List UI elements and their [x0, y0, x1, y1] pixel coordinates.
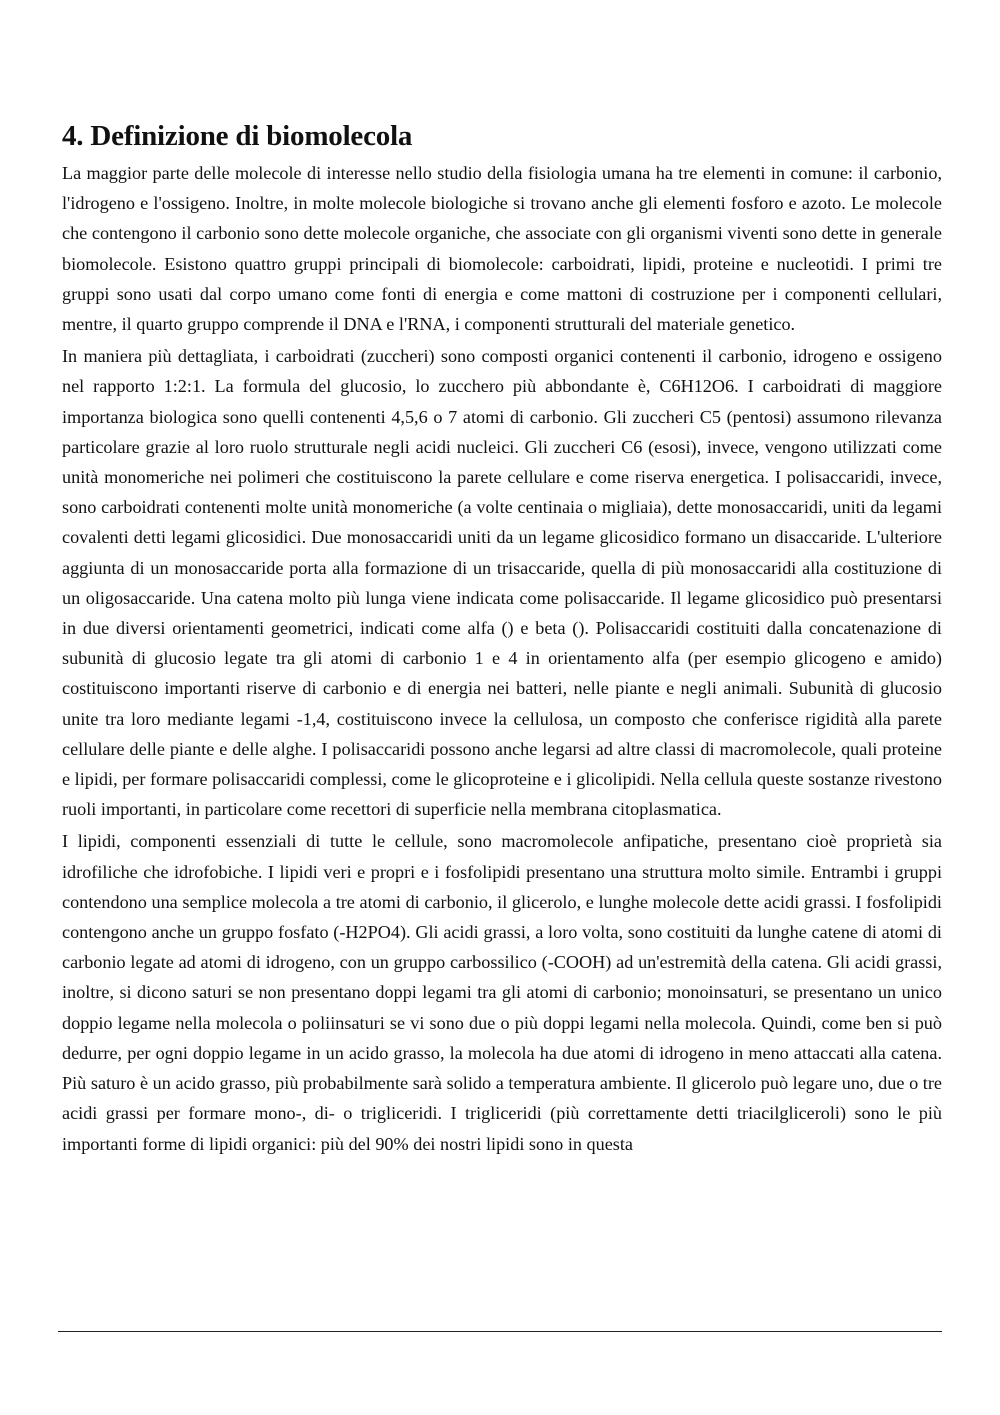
- paragraph-biomolecole: La maggior parte delle molecole di interesse nello studio della fisiologia umana ha tre elementi in comune: il carbonio, l'idrogeno e l'ossigeno. Inoltre, in molte molecole biologiche si trovano anche gli elementi fosforo e azoto. Le molecole che contengono il carbonio sono dette molecole organiche, che associate con gli organismi viventi sono dette in generale biomolecole. Esistono quattro gruppi principali di biomolecole: carboidrati, lipidi, proteine e nucleotidi. I primi tre gruppi sono usati dal corpo umano come fonti di energia e come mattoni di costruzione per i componenti cellulari, mentre, il quarto gruppo comprende il DNA e l'RNA, i componenti strutturali del materiale genetico.: [62, 163, 942, 335]
- paragraph-lipidi: I lipidi, componenti essenziali di tutte le cellule, sono macromolecole anfipatiche, presentano cioè proprietà sia idrofiliche che idrofobiche. I lipidi veri e propri e i fosfolipidi presentano una struttura molto simile. Entrambi i gruppi contendono una semplice molecola a tre atomi di carbonio, il glicerolo, e lunghe molecole dette acidi grassi. I fosfolipidi contengono anche un gruppo fosfato (-H2PO4). Gli acidi grassi, a loro volta, sono costituiti da lunghe catene di atomi di carbonio legate ad atomi di idrogeno, con un gruppo carbossilico (-COOH) ad un'estremità della catena. Gli acidi grassi, inoltre, si dicono saturi se non presentano doppi legami tra gli atomi di carbonio; monoinsaturi, se presentano un unico doppio legame nella molecola o poliinsaturi se vi sono due o più doppi legami nella molecola. Quindi, come ben si può dedurre, per ogni doppio legame in un acido grasso, la molecola ha due atomi di idrogeno in meno attaccati alla catena. Più saturo è un acido grasso, più probabilmente sarà solido a temperatura ambiente. Il glicerolo può legare uno, due o tre acidi grassi per formare mono-, di- o trigliceridi. I trigliceridi (più correttamente detti triacilgliceroli) sono le più importanti forme di lipidi organici: più del 90% dei nostri lipidi sono in questa: [62, 831, 942, 1154]
- footer-divider: [58, 1331, 942, 1332]
- page-content: [62, 118, 942, 1161]
- section-heading: 4. Definizione di biomolecola: [62, 120, 413, 152]
- paragraph-carboidrati: In maniera più dettagliata, i carboidrati (zuccheri) sono composti organici contenenti il carbonio, idrogeno e ossigeno nel rapporto 1:2:1. La formula del glucosio, lo zucchero più abbondante è, C6H12O6. I carboidrati di maggiore importanza biologica sono quelli contenenti 4,5,6 o 7 atomi di carbonio. Gli zuccheri C5 (pentosi) assumono rilevanza particolare grazie al loro ruolo strutturale negli acidi nucleici. Gli zuccheri C6 (esosi), invece, vengono utilizzati come unità monomeriche nei polimeri che costituiscono la parete cellulare e come riserva energetica. I polisaccaridi, invece, sono carboidrati contenenti molte unità monomeriche (a volte centinaia o migliaia), dette monosaccaridi, uniti da legami covalenti detti legami glicosidici. Due monosaccaridi uniti da un legame glicosidico formano un disaccaride. L'ulteriore aggiunta di un monosaccaride porta alla formazione di un trisaccaride, quella di più monosaccaridi alla costituzione di un oligosaccaride. Una catena molto più lunga viene indicata come polisaccaride. Il legame glicosidico può presentarsi in due diversi orientamenti geometrici, indicati come alfa () e beta (). Polisaccaridi costituiti dalla concatenazione di subunità di glucosio legate tra gli atomi di carbonio 1 e 4 in orientamento alfa (per esempio glicogeno e amido) costituiscono importanti riserve di carbonio e di energia nei batteri, nelle piante e negli animali. Subunità di glucosio unite tra loro mediante legami -1,4, costituiscono invece la cellulosa, un composto che conferisce rigidità alla parete cellulare delle piante e delle alghe. I polisaccaridi possono anche legarsi ad altre classi di macromolecole, quali proteine e lipidi, per formare polisaccaridi complessi, come le glicoproteine e i glicolipidi. Nella cellula queste sostanze rivestono ruoli importanti, in particolare come recettori di superficie nella membrana citoplasmatica.: [62, 346, 942, 820]
